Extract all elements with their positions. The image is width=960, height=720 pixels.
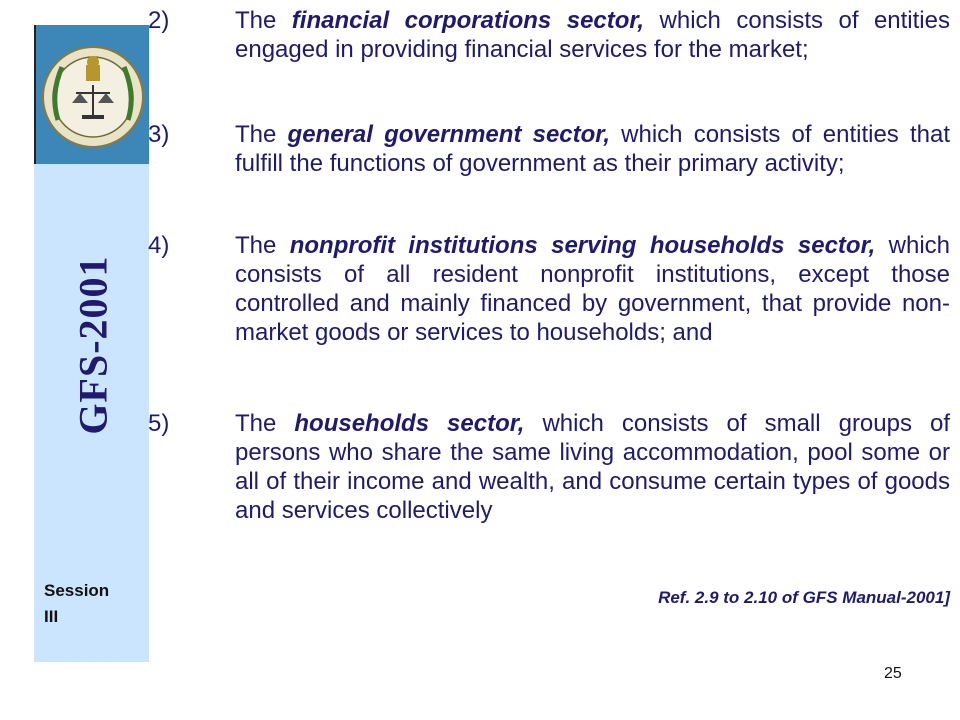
- emblem-icon: [36, 25, 151, 164]
- item-number: 4): [148, 232, 170, 259]
- item-text: The nonprofit institutions serving households sector, which consists of all resident nonprofit institutions, except those controlled and mainly financed by government, that provide non-market goods or services to households; and: [235, 232, 950, 346]
- page-number: 25: [884, 665, 902, 682]
- item-term: general government sector,: [287, 121, 610, 148]
- item-term: households sector,: [294, 410, 525, 437]
- vertical-title: GFS-2001: [70, 255, 116, 435]
- session-label: [44, 578, 144, 630]
- item-term: financial corporations sector,: [291, 7, 645, 34]
- session-label-line2: III: [44, 607, 59, 626]
- item-number: 2): [148, 7, 170, 34]
- item-term: nonprofit institutions serving households sector,: [289, 232, 876, 259]
- item-text: The general government sector, which consists of entities that fulfill the functions of government as their primary activity;: [235, 121, 950, 177]
- item-number: 3): [148, 121, 170, 148]
- emblem-logo: [34, 25, 149, 164]
- session-label-line1: Session: [44, 581, 110, 600]
- item-number: 5): [148, 410, 170, 437]
- reference-note: Ref. 2.9 to 2.10 of GFS Manual-2001]: [658, 588, 950, 607]
- item-text: The households sector, which consists of small groups of persons who share the same living accommodation, pool some or all of their income and wealth, and consume certain types of goods and services collectively: [235, 410, 951, 524]
- item-text: The financial corporations sector, which consists of entities engaged in providing financial services for the market;: [235, 7, 950, 63]
